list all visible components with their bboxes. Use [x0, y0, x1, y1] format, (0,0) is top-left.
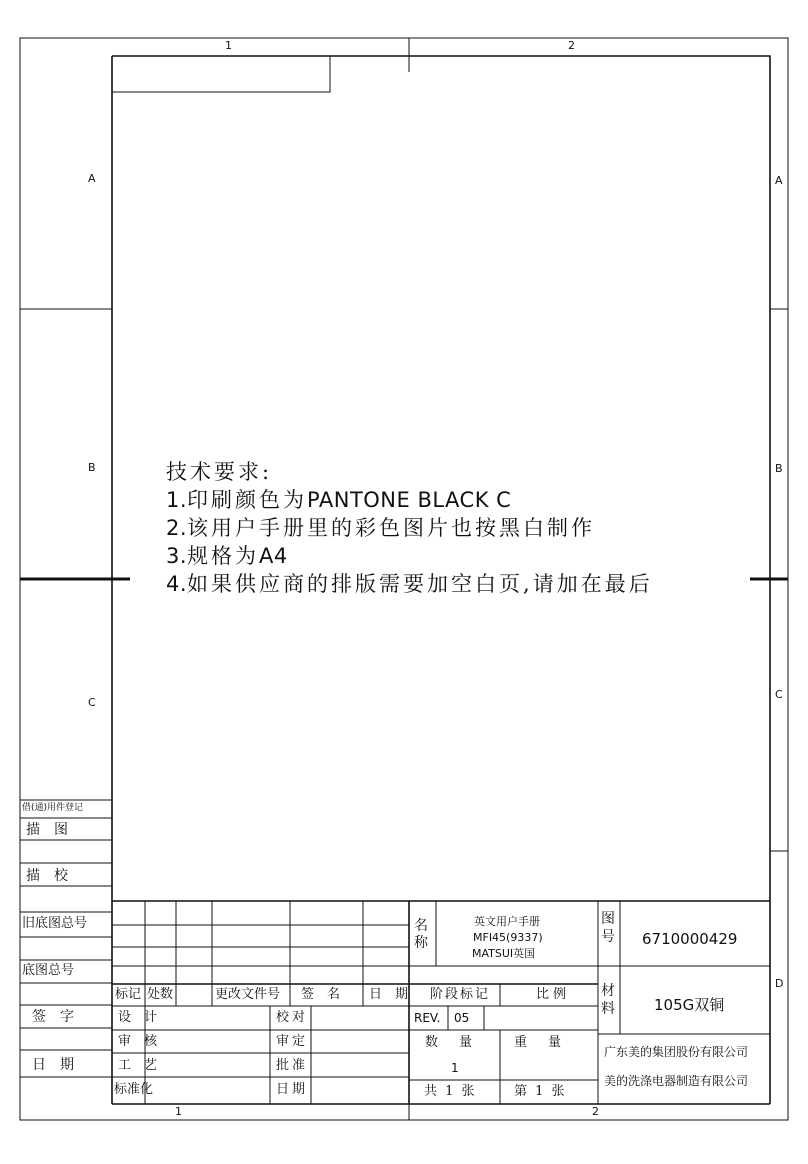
total-sheets: 共 1 张: [424, 1084, 477, 1099]
zone-col-bottom-1: 1: [175, 1105, 182, 1118]
quantity-label: 数 量: [425, 1035, 477, 1050]
quantity-value: 1: [451, 1061, 459, 1075]
rev-header-date: 日 期: [369, 987, 409, 1002]
requirement-item-2: 2.该用户手册里的彩色图片也按黑白制作: [166, 516, 596, 540]
name-line-3: MATSUI英国: [472, 947, 536, 960]
old-base-number-label: 旧底图总号: [22, 916, 88, 931]
date-label: 日 期: [32, 1057, 74, 1073]
role-standardization: 标准化: [114, 1082, 154, 1097]
zone-col-top-1: 1: [225, 39, 232, 52]
base-number-label: 底图总号: [22, 963, 75, 978]
trace-drawing-label: 描 图: [26, 822, 68, 838]
drawing-number-label: 图号: [601, 911, 615, 945]
technical-requirements: [166, 458, 653, 598]
sheet-number: 第 1 张: [514, 1084, 567, 1099]
trace-check-label: 描 校: [26, 868, 68, 884]
zone-col-top-2: 2: [568, 39, 575, 52]
zone-row-left-c: C: [88, 696, 96, 709]
zone-row-left-b: B: [88, 461, 96, 474]
drawing-number: 6710000429: [642, 930, 738, 948]
requirement-item-1: 1.印刷颜色为PANTONE BLACK C: [166, 488, 512, 512]
role-proofread: 校对: [276, 1010, 309, 1025]
zone-row-right-b: B: [775, 462, 783, 475]
zone-row-right-c: C: [775, 688, 783, 701]
company-name-1: 广东美的集团股份有限公司: [604, 1045, 749, 1059]
zone-row-right-d: D: [775, 977, 784, 990]
requirement-item-3: 3.规格为A4: [166, 544, 288, 568]
material-value: 105G双铜: [654, 996, 725, 1014]
scale-label: 比例: [536, 987, 571, 1002]
rev-header-mark: 标记: [115, 987, 142, 1002]
requirement-item-4: 4.如果供应商的排版需要加空白页,请加在最后: [166, 572, 653, 596]
rev-header-signature: 签 名: [301, 987, 341, 1002]
role-approve: 批准: [276, 1058, 309, 1073]
role-review: 审 核: [118, 1034, 158, 1049]
zone-row-left-a: A: [88, 172, 96, 185]
name-line-1: 英文用户手册: [474, 915, 540, 928]
role-design: 设 计: [118, 1010, 158, 1025]
name-label: 名称: [414, 918, 428, 951]
weight-label: 重 量: [514, 1035, 566, 1050]
rev-label: REV.: [414, 1011, 441, 1025]
rev-header-count: 处数: [147, 987, 174, 1002]
stage-mark-label: 阶段标记: [430, 987, 491, 1002]
rev-header-change-doc: 更改文件号: [215, 987, 281, 1002]
role-approve-final: 审定: [276, 1034, 309, 1049]
side-panel-header: 借(通)用件登记: [22, 803, 84, 813]
signature-label: 签 字: [32, 1009, 74, 1025]
rev-value: 05: [454, 1011, 470, 1025]
role-process: 工 艺: [118, 1058, 158, 1073]
zone-col-bottom-2: 2: [592, 1105, 599, 1118]
requirements-title: 技术要求:: [166, 460, 273, 484]
material-label: 材料: [601, 983, 615, 1017]
company-name-2: 美的洗涤电器制造有限公司: [604, 1074, 749, 1088]
role-date: 日期: [276, 1082, 309, 1097]
name-line-2: MFI45(9337): [473, 931, 543, 944]
zone-row-right-a: A: [775, 174, 783, 187]
